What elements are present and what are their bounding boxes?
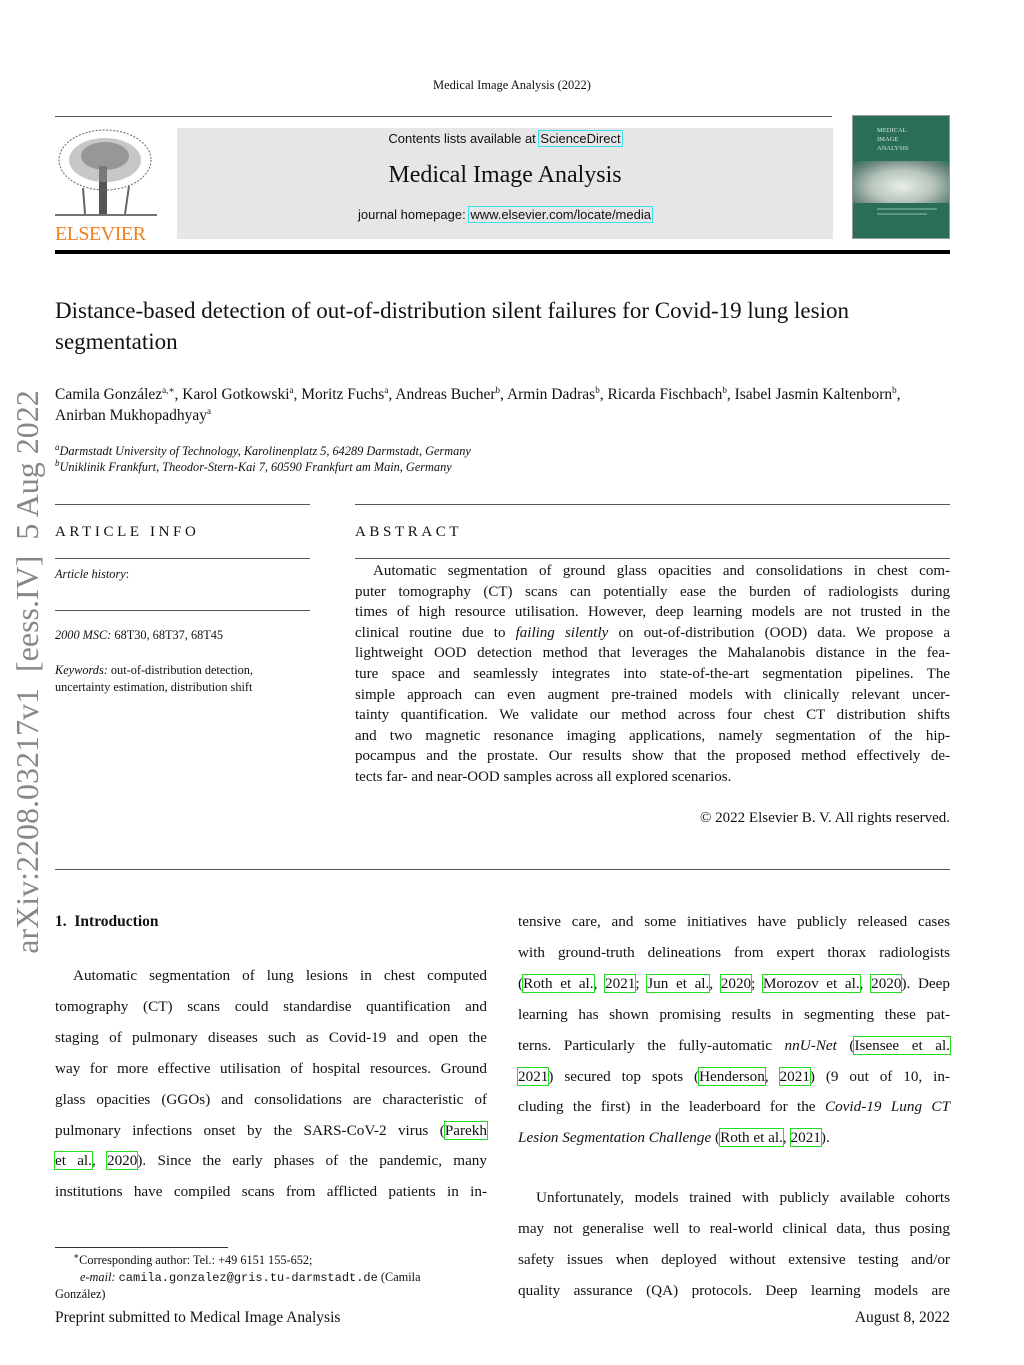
text-line [518,1031,950,1062]
text-run: pocampus and the prostate. Our results show that the proposed method effectively de- [355,748,950,765]
article-info-top-rule [55,504,310,505]
affiliation-a: $^a$Darmstadt University of Technology, Karolinenplatz 5, 64289 Darmstadt, Germany [55,441,471,458]
text-run: Automatic segmentation of lung lesions in chest computed [73,967,487,984]
text-run: institutions have compiled scans from afflicted patients in in- [55,1183,487,1201]
text-run: way for more effective utilisation of hospital resources. Ground [55,1059,487,1077]
text-line [355,561,950,582]
text-run: ( [836,1036,855,1054]
text-line [518,1245,950,1276]
text-run: ( [518,974,524,992]
citation-link[interactable]: Parekh [444,1121,487,1139]
text-line [355,602,950,623]
text-line [55,1085,487,1116]
text-line [55,1054,487,1085]
citation-link[interactable]: Jun et al. [647,974,710,992]
text-line [518,1000,950,1031]
tree-icon [55,126,157,218]
copyright: © 2022 Elsevier B. V. All rights reserved. [700,809,950,826]
paper-title: Distance-based detection of out-of-distribution silent failures for Covid-19 lung lesion segmentation [55,298,849,354]
citation-link[interactable]: 2020 [106,1152,138,1170]
abstract-top-rule [355,504,950,505]
text-run: ) (9 out of 10, in- [809,1067,950,1085]
arxiv-stamp: arXiv:2208.03217v1 [eess.IV] 5 Aug 2022 [9,390,45,954]
intro-paragraph-2 [518,1183,950,1307]
citation-link[interactable]: 2021 [779,1067,810,1085]
emphasis-text: Lesion Segmentation Challenge [518,1129,712,1147]
text-line [355,746,950,767]
msc-codes: 2000 MSC: 68T30, 68T37, 68T45 [55,628,224,642]
text-run: learning has shown promising results in segmenting these pat- [518,1005,950,1023]
contents-prefix: Contents lists available at [388,131,540,146]
emphasis-text: Covid-19 Lung CT [824,1098,951,1116]
masthead-box [177,128,833,239]
author: Isabel Jasmin Kaltenborn$^b$ [734,384,897,403]
footnote-rule [55,1247,228,1248]
emphasis-text: failing silently [515,624,609,641]
text-run: tects far- and near-OOD samples across all explored scenarios. [355,768,732,785]
text-run: , [782,1129,791,1147]
abstract-block [355,561,950,828]
footer-preprint-note: Preprint submitted to Medical Image Analysis [55,1309,341,1326]
text-line [55,1146,487,1177]
article-info-rule [55,558,310,559]
text-run: terns. Particularly the fully-automatic [518,1036,785,1054]
abstract-heading: ABSTRACT [355,524,463,540]
text-run: with ground-truth delineations from expert thorax radiologists [518,943,950,961]
text-line [518,907,950,938]
text-run: , [91,1152,107,1170]
journal-cover-image [852,115,950,239]
text-line [55,1177,487,1208]
citation-link[interactable]: Isensee et al. [854,1036,950,1054]
abstract-text [355,561,950,788]
elsevier-logo [55,126,157,245]
cover-title-line: MEDICAL [877,127,907,134]
citation-link[interactable]: et al. [55,1152,92,1170]
article-history: Article history: [55,567,130,581]
author: Armin Dadras$^b$ [506,384,600,403]
text-run: , [593,974,606,992]
text-run: ( [711,1129,721,1147]
author: Anirban Mukhopadhyay$^a$ [55,405,211,424]
text-run: , [859,974,872,992]
text-run: , [709,974,721,992]
text-line [355,643,950,664]
author-block [55,384,950,475]
text-run: ). [820,1129,830,1147]
text-run: ; [635,974,648,992]
intro-left-column [55,961,487,1208]
citation-link[interactable]: Henderson [699,1067,765,1085]
journal-name: Medical Image Analysis [388,162,622,188]
text-run: clinical routine due to [355,624,516,641]
text-line [518,969,950,1000]
text-run: ture space and seamlessly integrates into state-of-the-art segmentation pipelines. The [355,665,950,682]
text-line [518,1123,950,1154]
text-run: puter tomography (CT) scans can potentially ease the burden of radiologists during [355,583,950,600]
intro-right-column [518,907,950,1154]
cover-title-line: IMAGE [877,136,899,143]
affiliation-b: $^b$Uniklinik Frankfurt, Theodor-Stern-Kai 7, 60590 Frankfurt am Main, Germany [55,457,452,474]
text-line [518,938,950,969]
text-run: , [764,1067,780,1085]
text-run: pulmonary infections onset by the SARS-CoV-2 virus ( [55,1121,445,1139]
text-run: ). Since the early phases of the pandemic, many [137,1152,487,1170]
text-line [355,705,950,726]
author: Karol Gotkowski$^a$ [182,384,294,403]
text-run: cluding the first) in the leaderboard for the [518,1098,825,1116]
author: Andreas Bucher$^b$ [395,384,501,403]
text-line [518,1062,950,1093]
text-line [355,726,950,747]
citation-link[interactable]: 2021 [605,974,636,992]
text-run: Unfortunately, models trained with publicly available cohorts [536,1189,950,1207]
citation-link[interactable]: 2021 [518,1067,549,1085]
text-run: tensive care, and some initiatives have publicly released cases [518,913,950,930]
text-line [355,664,950,685]
header-rule [55,116,832,117]
homepage-prefix: journal homepage: [358,207,470,222]
footer-date: August 8, 2022 [854,1309,950,1326]
citation-link[interactable]: Roth et al. [523,974,594,992]
citation-link[interactable]: 2020 [720,974,752,992]
sciencedirect-link[interactable]: ScienceDirect [540,131,621,146]
text-run: ). Deep [901,974,950,992]
text-line [355,623,950,644]
text-run: and two magnetic resonance imaging applications, namely segmentation of the hip- [355,727,950,744]
text-line [355,685,950,706]
text-line [518,1276,950,1307]
intro-right-block [518,907,950,1307]
text-run: safety issues when deployed without extensive testing and/or [518,1251,950,1269]
text-run: Automatic segmentation of ground glass opacities and consolidations in chest com- [373,563,950,579]
text-line [355,767,950,788]
text-run: tainty quantification. We validate our method across four chest CT distribution shifts [355,707,950,724]
text-line [55,1023,487,1054]
author: Camila González$^{a,∗}$ [55,384,175,403]
text-line [355,582,950,603]
text-line [518,1183,950,1214]
article-history-rule [55,610,310,611]
text-line [55,961,487,992]
text-line [55,992,487,1023]
abstract-rule [355,558,950,559]
homepage-line [177,206,833,223]
text-run: simple approach can even augment pre-trained models with clinically relevant uncer- [355,686,950,703]
section-heading-introduction: 1. Introduction [55,913,159,930]
masthead-thick-rule [55,250,950,254]
author: Ricarda Fischbach$^b$ [607,384,727,403]
author-email[interactable]: camila.gonzalez@gris.tu-darmstadt.de [118,1270,378,1285]
text-run: glass opacities (GGOs) and consolidations are characteristic of [55,1090,487,1108]
citation-link[interactable]: Roth et al. [720,1129,783,1147]
text-run: on out-of-distribution (OOD) data. We propose a [608,624,950,641]
text-run: times of high resource utilisation. However, deep learning models are not trusted in the [355,604,950,621]
affiliations [55,443,950,475]
text-run: quality assurance (QA) protocols. Deep learning models are [518,1281,950,1299]
author: Moritz Fuchs$^a$ [301,384,389,403]
text-run: ) secured top spots ( [548,1067,700,1085]
homepage-link[interactable]: www.elsevier.com/locate/media [470,207,651,222]
text-line [55,1116,487,1147]
corresponding-author-footnote: ∗Corresponding author: Tel.: +49 6151 155-652; e-mail: camila.gonzalez@gris.tu-darmstadt.de (Camila González) [55,1250,421,1301]
text-line [518,1214,950,1245]
citation-link[interactable]: 2020 [871,974,902,992]
citation-link[interactable]: Morozov et al. [763,974,860,992]
text-line [518,1092,950,1123]
citation-link[interactable]: 2021 [790,1129,821,1147]
cover-title-line: ANALYSIS [877,145,909,152]
publisher-name: ELSEVIER [55,223,146,245]
text-run: ; [751,974,763,992]
text-run: tomography (CT) scans could standardise quantification and [55,997,487,1015]
text-run: lightweight OOD detection method that leverages the Mahalanobis distance in the fea- [355,645,950,662]
running-header: Medical Image Analysis (2022) [433,78,591,92]
contents-line [177,130,833,147]
text-run: staging of pulmonary diseases such as Covid-19 and open the [55,1028,487,1046]
text-run: may not generalise well to real-world clinical data, thus posing [518,1220,950,1238]
keywords: Keywords: out-of-distribution detection, uncertainty estimation, distribution shift [55,663,253,694]
author-list: Camila González$^{a,∗}$, Karol Gotkowski$^a$, Moritz Fuchs$^a$, Andreas Bucher$^b$, Armin Dadras$^b$, Ricarda Fischbach$^b$, Isabel Jasmin Kaltenborn$^b$, Anirban Mukhopadhyay$^a$ [55,384,901,424]
emphasis-text: nnU-Net [784,1036,837,1054]
abstract-bottom-rule [55,869,950,870]
article-info-heading: ARTICLE INFO [55,524,200,540]
cover-brain-image [853,161,950,203]
